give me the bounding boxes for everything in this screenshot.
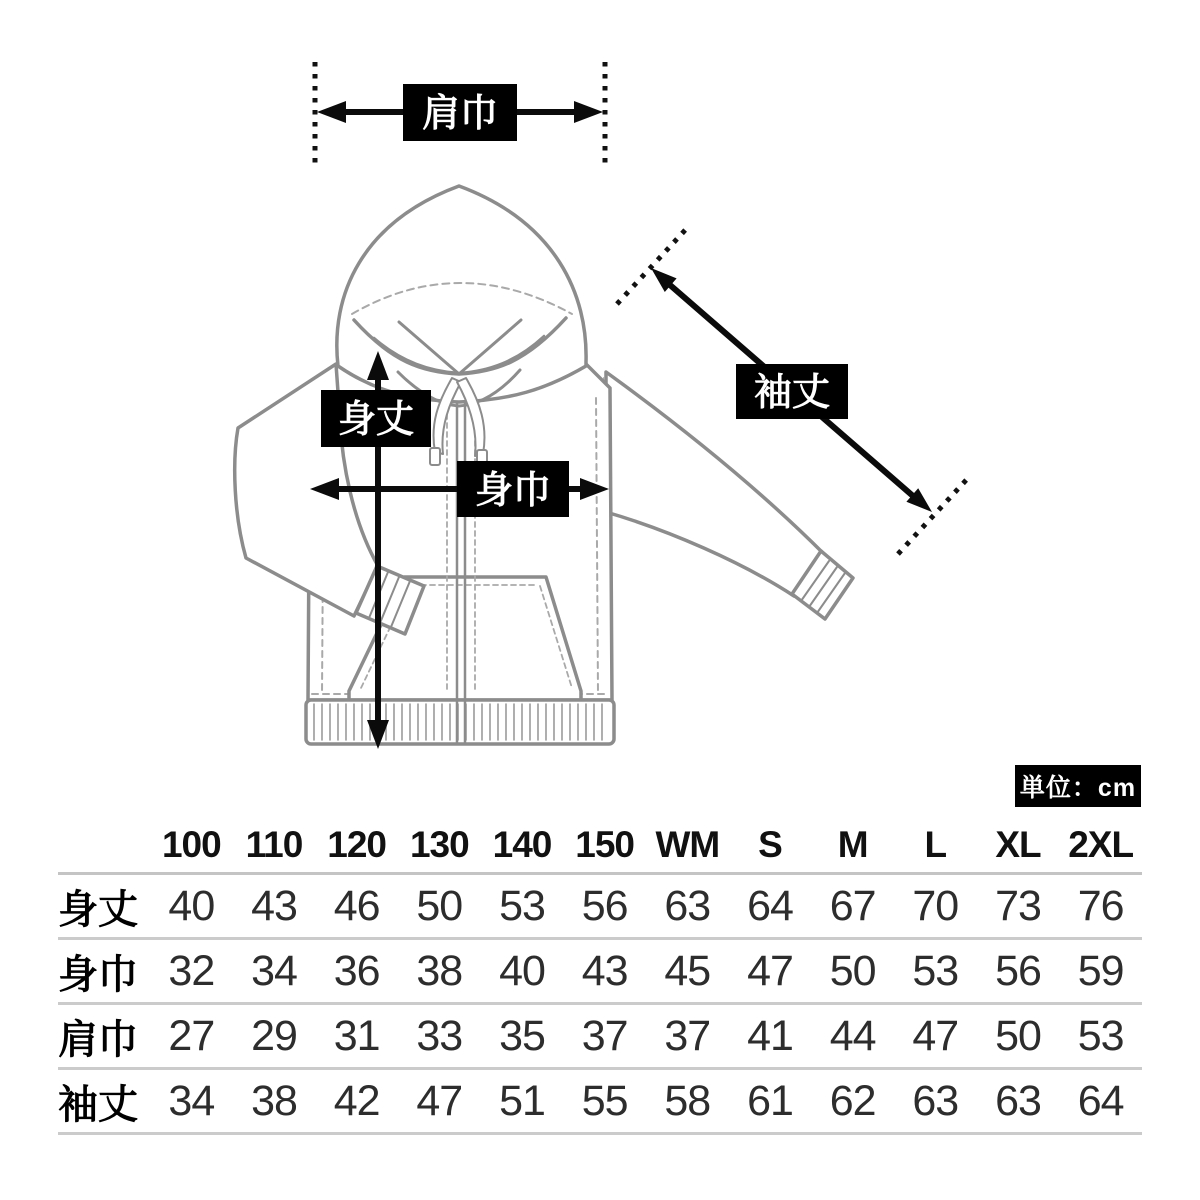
size-value: 64	[747, 881, 793, 930]
size-row-label: 袖丈	[58, 1082, 138, 1127]
size-value: 31	[333, 1011, 380, 1060]
size-value: 35	[499, 1011, 545, 1060]
size-value: 63	[912, 1076, 959, 1125]
size-value: 51	[499, 1076, 545, 1125]
size-value: 45	[664, 946, 711, 995]
drawcord-tip-left	[430, 448, 440, 465]
size-row-label: 身丈	[58, 887, 138, 932]
size-column-header: XL	[995, 824, 1041, 865]
size-value: 73	[995, 881, 1041, 930]
size-value: 55	[581, 1076, 628, 1125]
size-value: 38	[251, 1076, 297, 1125]
size-value: 32	[168, 946, 215, 995]
size-value: 36	[333, 946, 380, 995]
size-value: 64	[1077, 1076, 1124, 1125]
size-column-header: 120	[327, 824, 387, 865]
size-value: 37	[664, 1011, 711, 1060]
size-column-header: 100	[161, 824, 221, 865]
size-value: 70	[912, 881, 959, 930]
size-table-header-row	[58, 818, 1142, 875]
size-value: 47	[416, 1076, 463, 1125]
size-column-header: 140	[492, 824, 552, 865]
size-column-header: L	[924, 824, 947, 865]
size-table-row	[58, 1005, 1142, 1070]
size-value: 41	[747, 1011, 793, 1060]
size-value: 58	[664, 1076, 711, 1125]
size-table-row	[58, 875, 1142, 940]
unit-badge: 単位：cm	[1015, 765, 1141, 807]
size-value: 40	[168, 881, 215, 930]
size-value: 40	[499, 946, 545, 995]
size-table-row	[58, 1070, 1142, 1135]
size-value: 63	[995, 1076, 1041, 1125]
size-value: 50	[416, 881, 463, 930]
size-column-header: M	[837, 824, 868, 865]
size-column-header: S	[758, 824, 782, 865]
size-value: 50	[995, 1011, 1041, 1060]
size-column-header: WM	[655, 824, 720, 865]
body-width-label: 身巾	[474, 470, 552, 512]
size-value: 50	[829, 946, 876, 995]
size-value: 34	[251, 946, 297, 995]
size-value: 27	[168, 1011, 215, 1060]
sleeve-length-label: 袖丈	[753, 372, 831, 414]
size-row-label: 身巾	[58, 952, 138, 997]
size-value: 47	[747, 946, 793, 995]
size-value: 56	[581, 881, 628, 930]
size-value: 42	[333, 1076, 380, 1125]
size-value: 43	[251, 881, 297, 930]
size-value: 61	[747, 1076, 793, 1125]
size-column-header: 2XL	[1068, 824, 1134, 865]
size-value: 59	[1077, 946, 1124, 995]
size-value: 47	[912, 1011, 959, 1060]
size-value: 29	[251, 1011, 297, 1060]
size-value: 46	[333, 881, 380, 930]
body-length-label: 身丈	[337, 399, 415, 441]
size-value: 44	[829, 1011, 876, 1060]
size-value: 34	[168, 1076, 215, 1125]
size-value: 76	[1077, 881, 1124, 930]
size-table-row	[58, 940, 1142, 1005]
size-row-label: 肩巾	[58, 1017, 138, 1062]
size-value: 33	[416, 1011, 463, 1060]
size-value: 38	[416, 946, 463, 995]
size-value: 53	[499, 881, 545, 930]
size-column-header: 130	[409, 824, 469, 865]
size-column-header: 150	[575, 824, 635, 865]
hem-band	[306, 700, 614, 744]
size-value: 53	[1077, 1011, 1124, 1060]
size-value: 63	[664, 881, 711, 930]
size-column-header: 110	[245, 824, 303, 865]
size-value: 56	[995, 946, 1041, 995]
size-value: 43	[581, 946, 628, 995]
size-value: 53	[912, 946, 959, 995]
shoulder-width-label: 肩巾	[421, 93, 499, 135]
size-value: 37	[581, 1011, 628, 1060]
size-value: 62	[829, 1076, 876, 1125]
size-table	[58, 818, 1142, 1135]
size-value: 67	[829, 881, 876, 930]
